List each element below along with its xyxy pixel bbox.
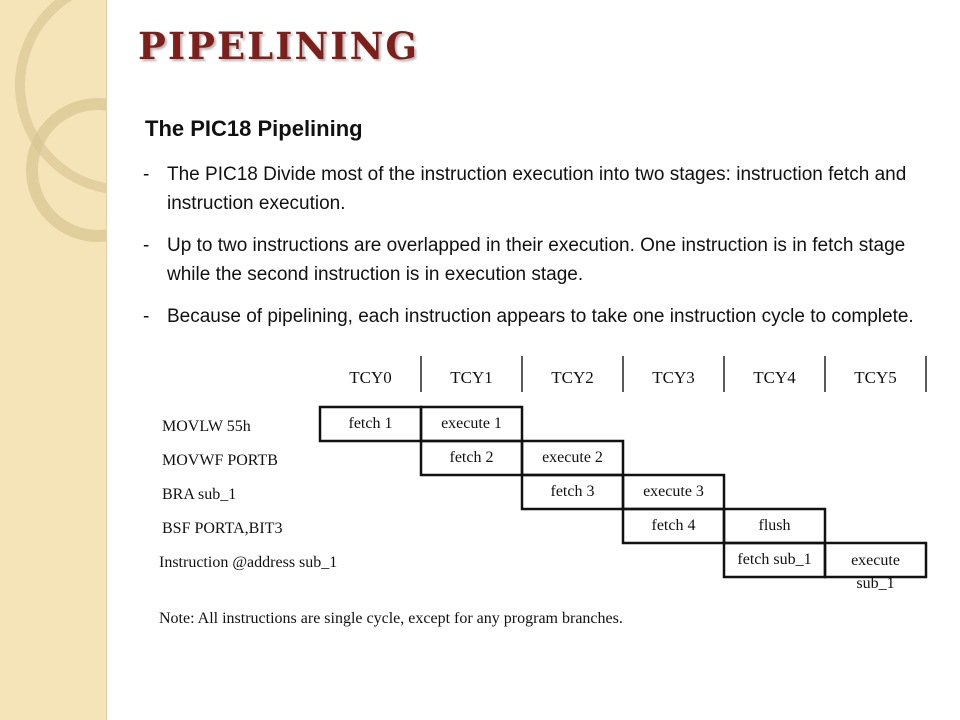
bullet-dash: - — [143, 235, 150, 256]
pipeline-diagram — [150, 350, 940, 640]
pipeline-stage-label: fetch sub_1 — [737, 551, 812, 568]
pipeline-stage-label: fetch 3 — [550, 483, 595, 500]
bullet-text: Because of pipelining, each instruction appears to take one instruction cycle to complete. — [167, 306, 914, 327]
cycle-header-tcy0: TCY0 — [349, 368, 392, 387]
cycle-header-tcy2: TCY2 — [551, 368, 594, 387]
bullet-item — [143, 302, 943, 331]
decorative-sidebar — [0, 0, 107, 720]
bullet-dash: - — [143, 306, 150, 327]
bullet-item — [143, 160, 943, 218]
bullet-text: Up to two instructions are overlapped in their execution. One instruction is in fetch stage while the second instruction is in execution stage. — [167, 235, 906, 285]
instruction-label: MOVWF PORTB — [162, 452, 278, 469]
pipeline-stage-label: fetch 2 — [449, 449, 494, 466]
instruction-label: Instruction @address sub_1 — [159, 554, 338, 571]
sidebar-rings-decoration — [0, 0, 106, 720]
section-subtitle: The PIC18 Pipelining — [145, 116, 363, 141]
instruction-label: BSF PORTA,BIT3 — [162, 520, 283, 537]
pipeline-note: Note: All instructions are single cycle, except for any program branches. — [159, 610, 623, 627]
pipeline-stage-label: execute 2 — [542, 449, 603, 466]
slide-title: PIPELINING — [138, 24, 420, 68]
bullet-item — [143, 231, 943, 289]
pipeline-stage-label: execute — [851, 552, 900, 569]
pipeline-stage-label: execute 1 — [441, 415, 502, 432]
pipeline-stage-label: fetch 1 — [348, 415, 393, 432]
pipeline-stage-label: sub_1 — [856, 575, 895, 592]
pipeline-stage-label: execute 3 — [643, 483, 704, 500]
instruction-label: MOVLW 55h — [162, 418, 251, 435]
bullet-text: The PIC18 Divide most of the instruction execution into two stages: instruction fetch and instruction execution. — [167, 164, 907, 214]
cycle-header-tcy4: TCY4 — [753, 368, 796, 387]
bullet-dash: - — [143, 164, 150, 185]
pipeline-stage-label: fetch 4 — [651, 517, 696, 534]
cycle-header-tcy1: TCY1 — [450, 368, 493, 387]
pipeline-stage-label: flush — [758, 517, 791, 534]
cycle-header-tcy5: TCY5 — [854, 368, 897, 387]
cycle-header-tcy3: TCY3 — [652, 368, 695, 387]
bullet-list — [143, 160, 943, 344]
instruction-label: BRA sub_1 — [162, 486, 237, 503]
